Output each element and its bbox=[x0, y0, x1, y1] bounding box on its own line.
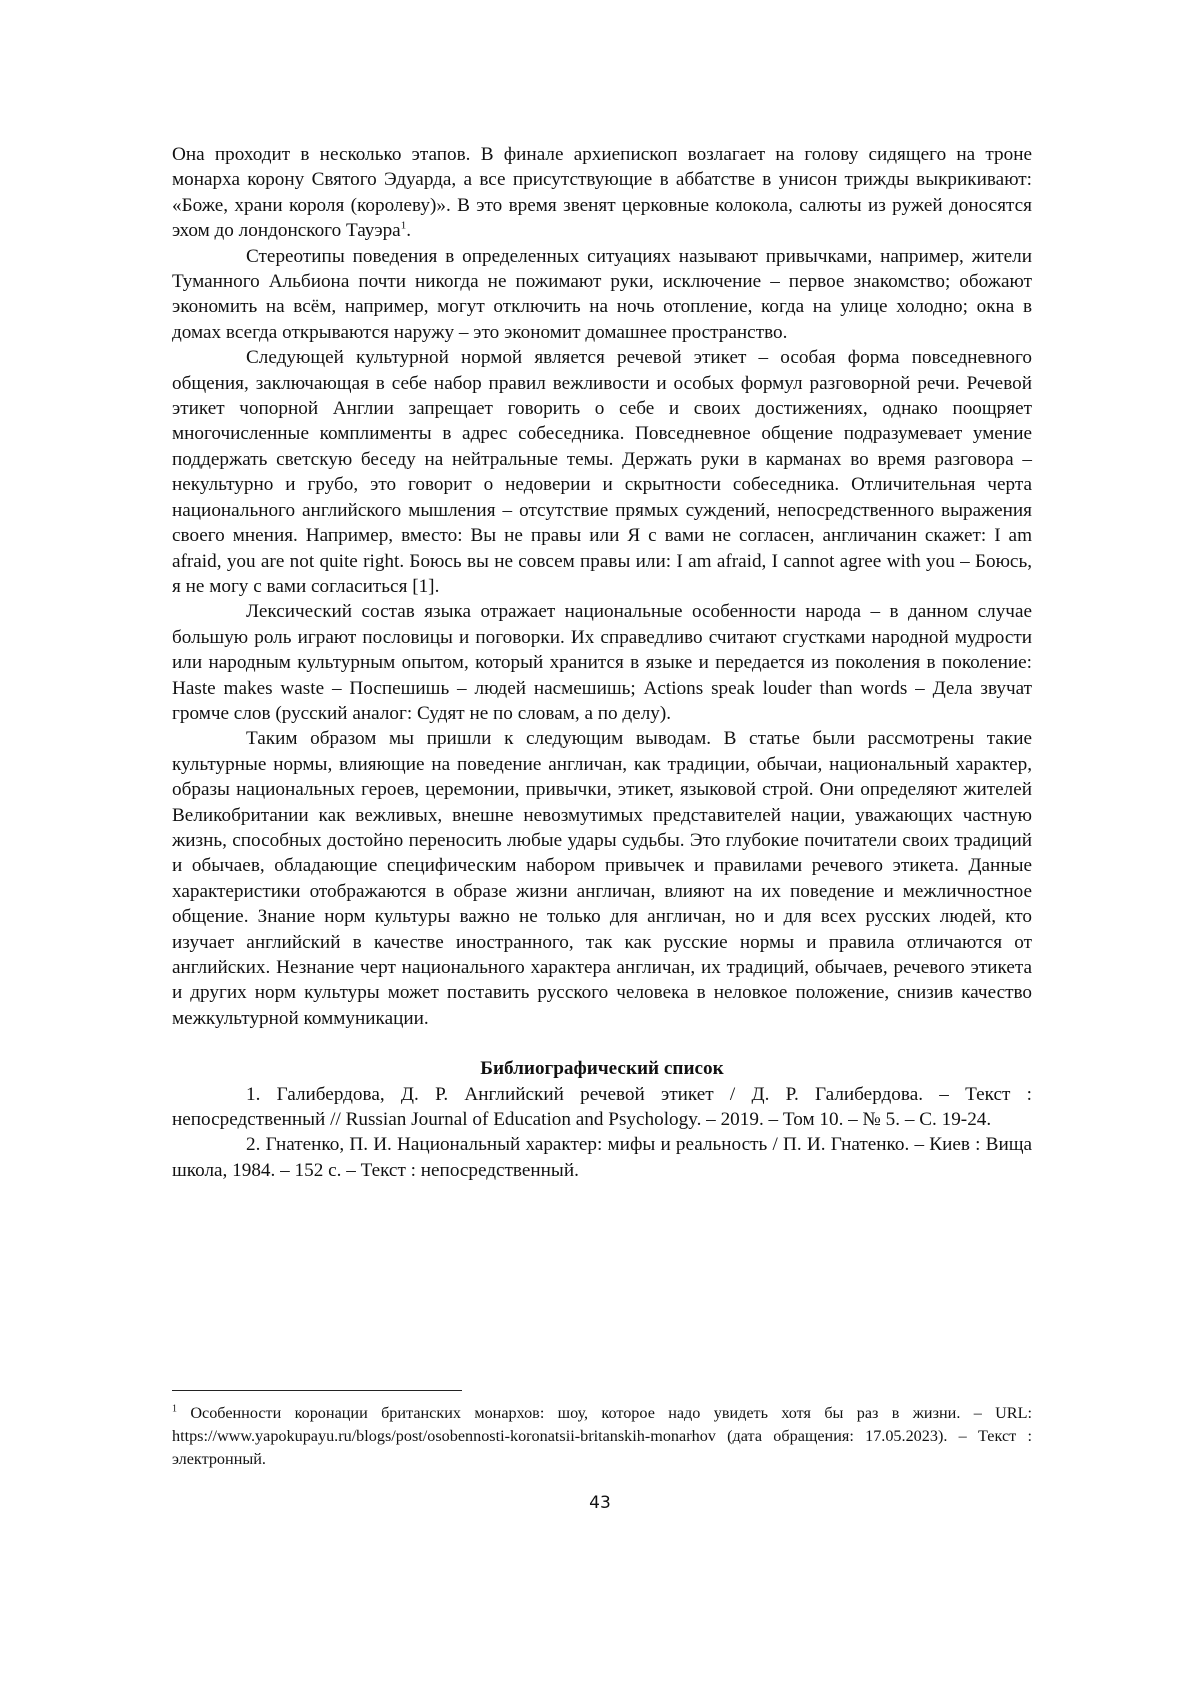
footnote bbox=[172, 1402, 1032, 1471]
bibliography-heading: Библиографический список bbox=[480, 1058, 724, 1080]
bibliography-item: 1. Галибердова, Д. Р. Английский речевой этикет / Д. Р. Галибердова. – Текст : непосредственный // Russian Journal of Education and Psychology. – 2019. – Том 10. – № 5. – С. 19-24. bbox=[172, 1083, 1032, 1131]
page-number: 43 bbox=[589, 1493, 611, 1513]
paragraph-coronation bbox=[172, 142, 1032, 244]
paragraph-speech-etiquette: Следующей культурной нормой является речевой этикет – особая форма повседневного общения, заключающая в себе набор правил вежливости и особых формул разговорной речи. Речевой этикет чопорной Англии запрещает говорить о себе и своих достижениях, однако поощряет многочисленные комплименты в адрес собеседника. Повседневное общение подразумевает умение поддержать светскую беседу на нейтральные темы. Держать руки в карманах во время разговора – некультурно и грубо, это говорит о недоверии и скрытности собеседника. Отличительная черта национального английского мышления – отсутствие прямых суждений, непосредственного выражения своего мнения. Например, вместо: Вы не правы или Я с вами не согласен, англичанин скажет: I am afraid, you are not quite right. Боюсь вы не совсем правы или: I am afraid, I cannot agree with you – Боюсь, я не могу с вами согласиться [1]. bbox=[172, 347, 1032, 597]
bibliography-item: 2. Гнатенко, П. И. Национальный характер: мифы и реальность / П. И. Гнатенко. – Киев : Вища школа, 1984. – 152 с. – Текст : непосредственный. bbox=[172, 1134, 1032, 1181]
paragraph-conclusion: Таким образом мы пришли к следующим выводам. В статье были рассмотрены такие культурные нормы, влияющие на поведение англичан, как традиции, обычаи, национальный характер, образы национальных героев, церемонии, привычки, этикет, языковой строй. Они определяют жителей Великобритании как вежливых, внешне невозмутимых представителей нации, уважающих частную жизнь, способных достойно переносить любые удары судьбы. Это глубокие почитатели своих традиций и обычаев, обладающие специфическим набором привычек и правилами речевого этикета. Данные характеристики отображаются в образе жизни англичан, влияют на их поведение и межличностное общение. Знание норм культуры важно не только для англичан, но и для всех русских людей, кто изучает английский в качестве иностранного, так как русские нормы и правила отличаются от английских. Незнание черт национального характера англичан, их традиций, обычаев, речевого этикета и других норм культуры может поставить русского человека в неловкое положение, снизив качество межкультурной коммуникации. bbox=[172, 728, 1032, 1029]
footnote-text[interactable]: Особенности коронации британских монархов: шоу, которое надо увидеть хотя бы раз в жизни. – URL: https://www.yapokupayu.ru/blogs/post/osobennosti-koronatsii-britanskih-monarhov (дата обращения: 17.05.2023). – Текст : электронный. bbox=[172, 1404, 1032, 1468]
paragraph-proverbs: Лексический состав языка отражает национальные особенности народа – в данном случае большую роль играют пословицы и поговорки. Их справедливо считают сгустками народной мудрости или народным культурным опытом, который хранится в языке и передается из поколения в поколение: Haste makes waste – Поспешишь – людей насмешишь; Actions speak louder than words – Дела звучат громче слов (русский аналог: Судят не по словам, а по делу). bbox=[172, 601, 1032, 724]
paragraph-habits: Стереотипы поведения в определенных ситуациях называют привычками, например, жители Туманного Альбиона почти никогда не пожимают руки, исключение – первое знакомство; обожают экономить на всём, например, могут отключить на ночь отопление, когда на улице холодно; окна в домах всегда открываются наружу – это экономит домашнее пространство. bbox=[172, 245, 1032, 343]
footnote-marker: 1 bbox=[172, 1403, 177, 1415]
page-body bbox=[172, 142, 1032, 1183]
paragraph-coronation-end: . bbox=[406, 220, 411, 242]
paragraph-coronation-text: Она проходит в несколько этапов. В финале архиепископ возлагает на голову сидящего на троне монарха корону Святого Эдуарда, а все присутствующие в аббатстве в унисон трижды выкрикивают: «Боже, храни короля (королеву)». В это время звенят церковные колокола, салюты из ружей доносятся эхом до лондонского Тауэра bbox=[172, 144, 1032, 242]
footnote-reference[interactable]: 1 bbox=[400, 219, 407, 232]
footnote-divider bbox=[172, 1390, 462, 1391]
